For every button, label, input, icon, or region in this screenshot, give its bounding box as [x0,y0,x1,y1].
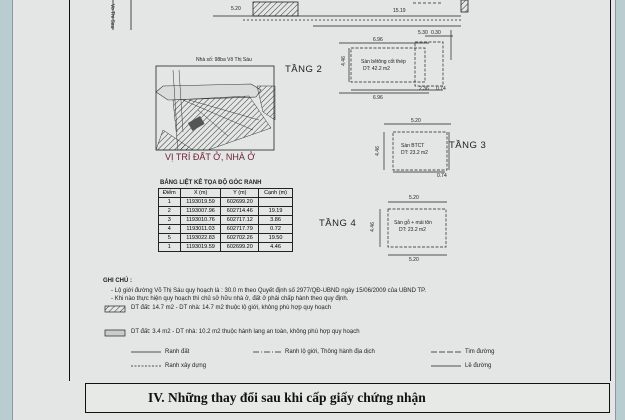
tang3-area-text: Sàn BTCT [401,143,425,149]
tang3-dim-top: 5.20 [411,118,421,124]
top-dim-label: 5.20 [231,6,241,12]
tang4-label: TẦNG 4 [319,218,357,229]
legend-ranh-xay-dung: Ranh xây dựng [165,363,207,369]
table-row: 2 1193007.96 602714.46 19.19 [159,207,293,216]
tang3-dim-side: 4.46 [374,146,381,156]
section-iv-title: IV. Những thay đổi sau khi cấp giấy chứng nhận [148,390,426,405]
top-plot-outline [113,0,468,30]
notes-heading: GHI CHÚ : [103,278,132,284]
tang2-dim-right: 5.30 [418,30,428,36]
note-line-3: DT đất: 14.7 m2 - DT nhà: 14.7 m2 thuộc lộ giới, không phù hợp quy hoạch [131,305,332,311]
top-street-label: Vo Thi Sau [109,4,115,29]
certificate-sheet [12,0,616,420]
legend-ranh-lo-gioi: Ranh lộ giới, Thông hành địa dịch [285,349,375,355]
table-row: 5 1193022.83 602702.26 19.50 [159,234,293,243]
map-caption: VỊ TRÍ ĐẤT Ở, NHÀ Ở [165,152,256,162]
tang4-area: DT: 23.2 m2 [399,227,426,233]
coordinate-table [158,188,293,252]
tang2-label: TẦNG 2 [285,64,323,75]
tang2-area-text: Sàn bêtông cốt thép [361,59,406,65]
coord-table-title: BẢNG LIỆT KÊ TỌA ĐỘ GÓC RANH [160,180,262,186]
map-address: Nhà số: 98ba Võ Thị Sáu [196,57,252,63]
location-map [156,66,275,150]
tang4-dim-side: 4.46 [369,222,376,232]
tang3-label: TẦNG 3 [449,140,487,151]
table-row: 3 1193010.76 602717.12 3.86 [159,216,293,225]
table-row: 1 1193019.59 602699.20 4.46 [159,243,293,252]
tang2-dim-bottom: 2.36 [419,86,429,92]
tang4-dim-top: 5.20 [409,195,419,201]
tang2-dim-top: 6.96 [373,37,383,43]
header-diem: Điểm [159,189,181,198]
legend-tim-duong: Tim đường [465,349,495,355]
table-row: 4 1193011.03 602717.79 0.72 [159,225,293,234]
tang3-dim-corner: 0.74 [437,173,447,179]
tang2-area: DT: 42.2 m2 [363,66,390,72]
header-canh: Cạnh (m) [259,189,293,198]
header-y: Y (m) [221,189,259,198]
note-line-4: DT đất: 3.4 m2 - DT nhà: 10.2 m2 thuộc hành lang an toàn, không phù hợp quy hoạch [131,329,360,335]
tang2-dim-corner: 0.74 [436,86,446,92]
table-header-row [159,189,293,198]
header-x: X (m) [180,189,221,198]
note-line-2: - Khi nào thực hiện quy hoạch thì chủ sở hữu nhà ở, đất ở phải chấp hành theo quy định. [111,296,349,302]
tang3-area: DT: 23.2 m2 [401,150,428,156]
tang2-dim-side: 4.46 [340,56,347,66]
section-iv-header [85,383,610,413]
legend-swatches [105,306,461,366]
top-dim-15-19: 15.19 [393,8,406,14]
tang2-dim-small: 0.30 [431,30,441,36]
tang2-dim-bottom-left: 6.96 [373,95,383,101]
floor-plan-drawing [13,0,615,420]
legend-ranh-dat: Ranh đất [165,349,190,355]
legend-le-duong: Lề đường [465,363,492,369]
table-row: 1 1193019.59 602699.20 [159,198,293,207]
note-line-1: - Lộ giới đường Võ Thị Sáu quy hoạch là : 30.0 m theo Quyết định số 2977/QĐ-UBND ngày 15/06/2009 của UBND TP. [111,288,427,294]
tang4-area-text: Sàn gỗ + mái tôn [394,220,432,226]
tang4-dim-bottom: 5.20 [409,257,419,263]
